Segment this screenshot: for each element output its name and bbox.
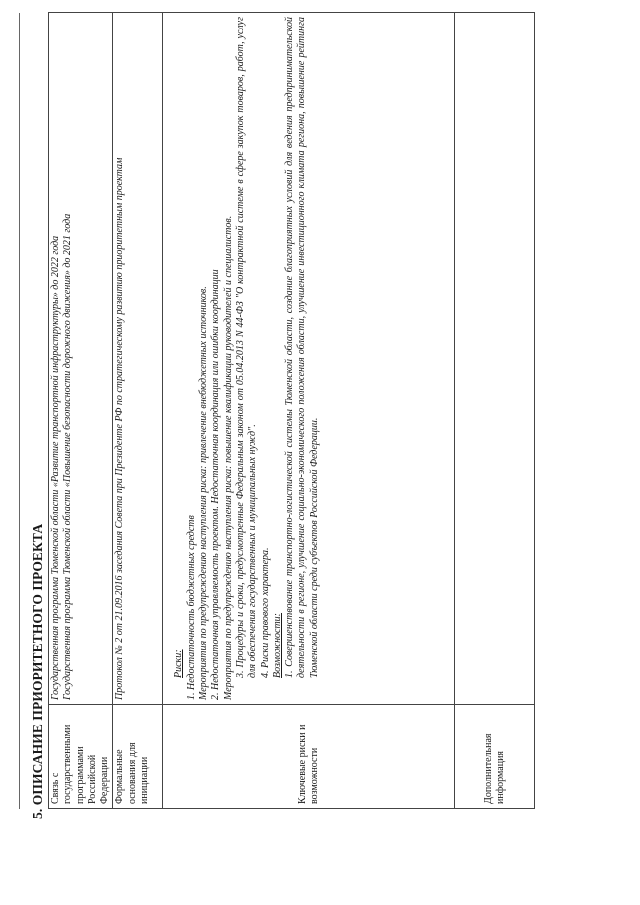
table-row bbox=[113, 13, 163, 809]
table-row bbox=[49, 13, 113, 809]
risk-line: 1. Недостаточность бюджетных средств bbox=[185, 515, 197, 700]
risk-line: 3. Процедуры и сроки, предусмотренные Федеральным законом от 05.04.2013 N 44-ФЗ "О контрактной системе в сфере закупок товаров, работ, услуг для обеспечения государственных и муниципальных нужд". bbox=[234, 17, 259, 678]
table-row bbox=[455, 13, 535, 809]
row-label: Дополнительная информация bbox=[455, 705, 535, 809]
project-description-table bbox=[48, 12, 535, 809]
top-rule bbox=[19, 13, 20, 809]
basis-text: Протокол № 2 от 21.09.2016 заседания Совета при Президенте РФ по стратегическому развитию приоритетным проектам bbox=[114, 157, 126, 700]
opportunities-text: 1. Совершенствование транспортно-логистической системы Тюменской области, создание благоприятных условий для ведения предпринимательской деятельности в регионе, улучшение социально-экономического положения области, улучшение инвестиционного климата региона, повышение рейтинга Тюменской области среди субъектов Российской Федерации. bbox=[284, 17, 320, 678]
program-2: Государственная программа Тюменской области «Повышение безопасности дорожного движения» до 2021 года bbox=[62, 213, 74, 700]
risk-line: 4. Риски правового характера. bbox=[259, 547, 271, 678]
row-value bbox=[163, 13, 455, 705]
row-label: Формальные основания для инициации bbox=[113, 705, 163, 809]
row-value-empty bbox=[455, 13, 535, 705]
row-value bbox=[113, 13, 163, 705]
table-row bbox=[163, 13, 455, 809]
risk-line: Мероприятия по предупреждению наступления риска: привлечение внебюджетных источников. bbox=[198, 286, 210, 700]
risk-line: Мероприятия по предупреждению наступления риска: повышение квалификации руководителей и специалистов. bbox=[222, 215, 234, 700]
row-label: Ключевые риски и возможности bbox=[163, 705, 455, 809]
opportunities-title: Возможности: bbox=[271, 612, 283, 678]
risk-line: 2. Недостаточная управляемость проектом. Недостаточная координация или ошибки координации bbox=[210, 269, 222, 700]
row-value bbox=[49, 13, 113, 705]
section-title: 5. ОПИСАНИЕ ПРИОРИТЕТНОГО ПРОЕКТА bbox=[30, 523, 45, 819]
row-label: Связь с государственными программами Российской Федерации bbox=[49, 705, 113, 809]
risks-title: Риски: bbox=[173, 649, 185, 678]
program-1: Государственная программа Тюменской области «Развитие транспортной инфраструктуры» до 2022 года bbox=[50, 235, 61, 700]
